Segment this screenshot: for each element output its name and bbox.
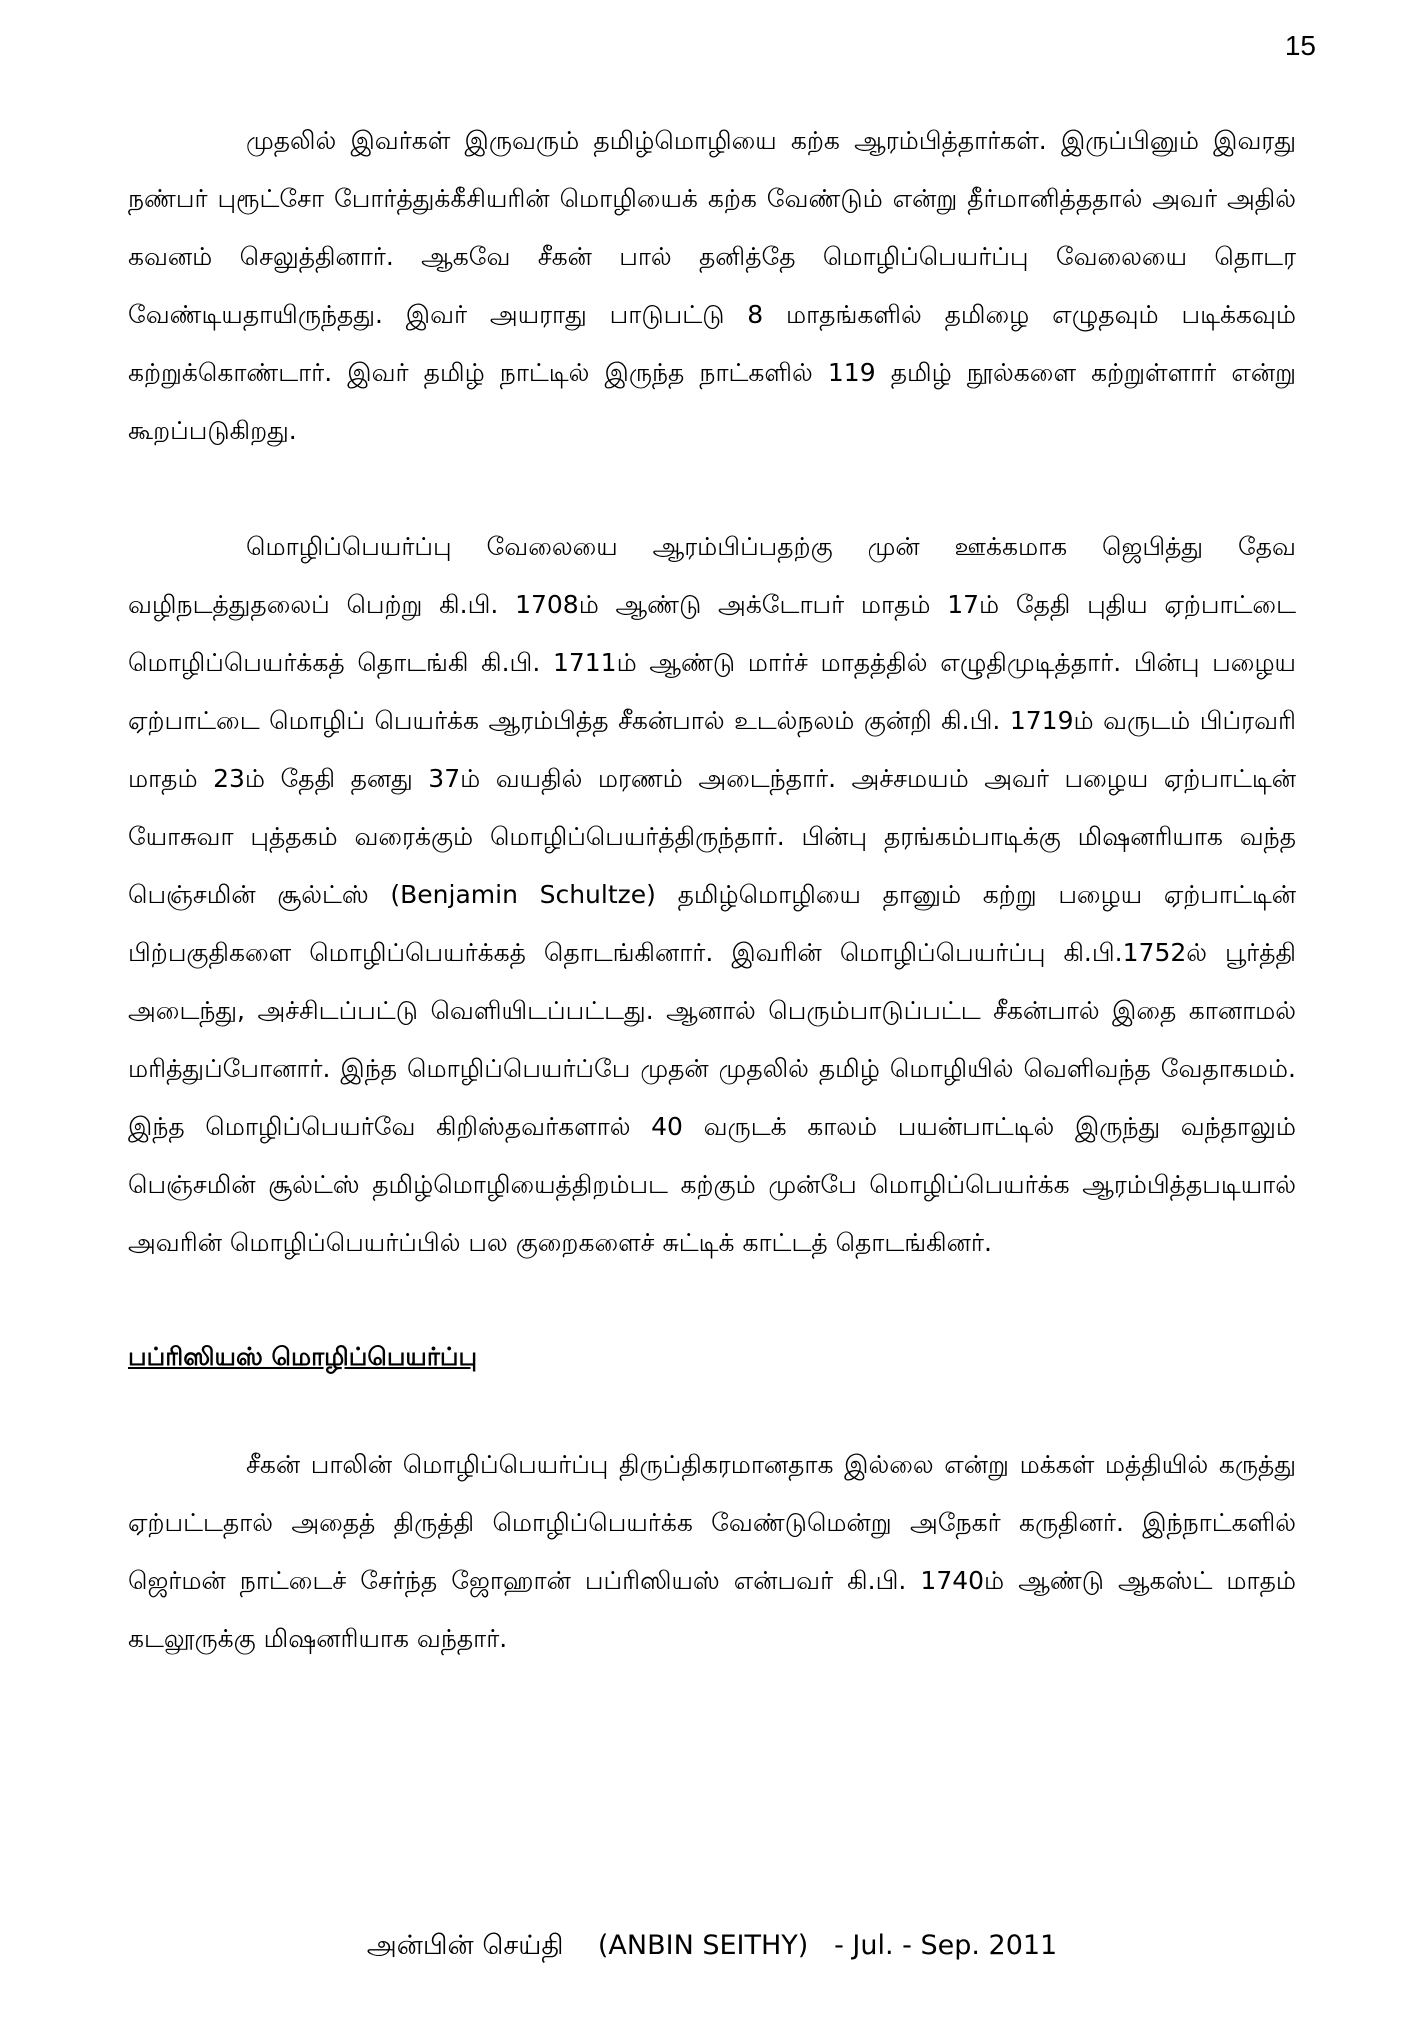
page-body xyxy=(128,112,1296,1668)
page-number: 15 xyxy=(1284,30,1316,61)
section-heading: பப்ரிஸியஸ் மொழிப்பெயர்ப்பு xyxy=(128,1342,478,1371)
page-footer: அன்பின் செய்தி (ANBIN SEITHY) - Jul. - Sep. 2011 xyxy=(366,1930,1058,1961)
paragraph-translation-history: மொழிப்பெயர்ப்பு வேலையை ஆரம்பிப்பதற்கு முன் ஊக்கமாக ஜெபித்து தேவ வழிநடத்துதலைப் பெற்று கி.பி. 1708ம் ஆண்டு அக்டோபர் மாதம் 17ம் தேதி புதிய ஏற்பாட்டை மொழிப்பெயர்க்கத் தொடங்கி கி.பி. 1711ம் ஆண்டு மார்ச் மாதத்தில் எழுதிமுடித்தார். பின்பு பழைய ஏற்பாட்டை மொழிப் பெயர்க்க ஆரம்பித்த சீகன்பால் உடல்நலம் குன்றி கி.பி. 1719ம் வருடம் பிப்ரவரி மாதம் 23ம் தேதி தனது 37ம் வயதில் மரணம் அடைந்தார். அச்சமயம் அவர் பழைய ஏற்பாட்டின் யோசுவா புத்தகம் வரைக்கும் மொழிப்பெயர்த்திருந்தார். பின்பு தரங்கம்பாடிக்கு மிஷனரியாக வந்த பெஞ்சமின் சூல்ட்ஸ் (Benjamin Schultze) தமிழ்மொழியை தானும் கற்று பழைய ஏற்பாட்டின் பிற்பகுதிகளை மொழிப்பெயர்க்கத் தொடங்கினார். இவரின் மொழிப்பெயர்ப்பு கி.பி.1752ல் பூர்த்தி அடைந்து, அச்சிடப்பட்டு வெளியிடப்பட்டது. ஆனால் பெரும்பாடுப்பட்ட சீகன்பால் இதை கானாமல் மரித்துப்போனார். இந்த மொழிப்பெயர்ப்பே முதன் முதலில் தமிழ் மொழியில் வெளிவந்த வேதாகமம். இந்த மொழிப்பெயர்வே கிறிஸ்தவர்களால் 40 வருடக் காலம் பயன்பாட்டில் இருந்து வந்தாலும் பெஞ்சமின் சூல்ட்ஸ் தமிழ்மொழியைத்திறம்பட கற்கும் முன்பே மொழிப்பெயர்க்க ஆரம்பித்தபடியால் அவரின் மொழிப்பெயர்ப்பில் பல குறைகளைச் சுட்டிக் காட்டத் தொடங்கினர். xyxy=(128,532,1297,1257)
paragraph-fabricius: சீகன் பாலின் மொழிப்பெயர்ப்பு திருப்திகரமானதாக இல்லை என்று மக்கள் மத்தியில் கருத்து ஏற்பட்டதால் அதைத் திருத்தி மொழிப்பெயர்க்க வேண்டுமென்று அநேகர் கருதினர். இந்நாட்களில் ஜெர்மன் நாட்டைச் சேர்ந்த ஜோஹான் பப்ரிஸியஸ் என்பவர் கி.பி. 1740ம் ஆண்டு ஆகஸ்ட் மாதம் கடலூருக்கு மிஷனரியாக வந்தார். xyxy=(128,1450,1296,1653)
paragraph-intro: முதலில் இவர்கள் இருவரும் தமிழ்மொழியை கற்க ஆரம்பித்தார்கள். இருப்பினும் இவரது நண்பர் புரூட்சோ போர்த்துக்கீசியரின் மொழியைக் கற்க வேண்டும் என்று தீர்மானித்ததால் அவர் அதில் கவனம் செலுத்தினார். ஆகவே சீகன் பால் தனித்தே மொழிப்பெயர்ப்பு வேலையை தொடர வேண்டியதாயிருந்தது. இவர் அயராது பாடுபட்டு 8 மாதங்களில் தமிழை எழுதவும் படிக்கவும் கற்றுக்கொண்டார். இவர் தமிழ் நாட்டில் இருந்த நாட்களில் 119 தமிழ் நூல்களை கற்றுள்ளார் என்று கூறப்படுகிறது. xyxy=(128,126,1296,445)
